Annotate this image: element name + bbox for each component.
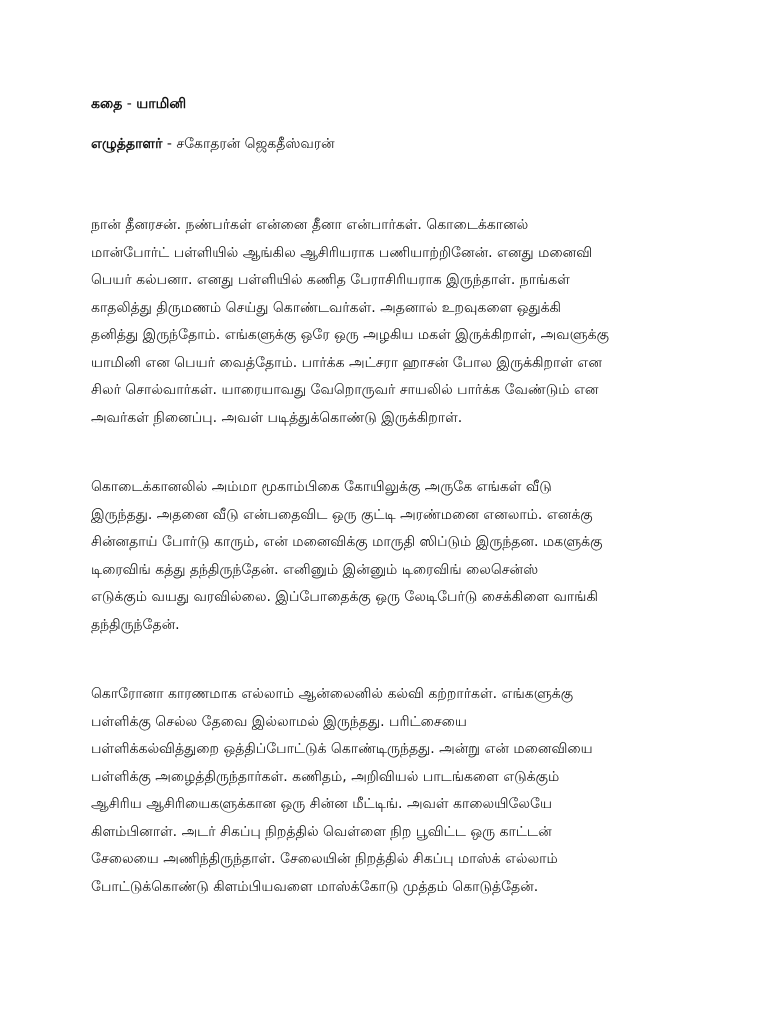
- text-line: எடுக்கும் வயது வரவில்லை. இப்போதைக்கு ஒரு லேடிபேர்டு சைக்கிளை வாங்கி: [91, 589, 598, 605]
- text-line: தனித்து இருந்தோம். எங்களுக்கு ஒரே ஒரு அழகிய மகள் இருக்கிறாள், அவளுக்கு: [91, 327, 609, 343]
- text-line: பள்ளிக்கு அழைத்திருந்தார்கள். கணிதம், அறிவியல் பாடங்களை எடுக்கும்: [91, 768, 560, 785]
- text-line: அவர்கள் நினைப்பு. அவள் படித்துக்கொண்டு இருக்கிறாள்.: [91, 409, 463, 426]
- text-line: காதலித்து திருமணம் செய்து கொண்டவர்கள். அதனால் உறவுகளை ஒதுக்கி: [91, 299, 562, 316]
- text-line: சின்னதாய் போர்டு காரும், என் மனைவிக்கு மாருதி ஸிப்டும் இருந்தன. மகளுக்கு: [91, 534, 603, 550]
- paragraph-2: [91, 474, 603, 639]
- paragraph-3: [91, 681, 593, 901]
- text-line: சேலையை அணிந்திருந்தாள். சேலையின் நிறத்தில் சிகப்பு மாஸ்க் எல்லாம்: [91, 851, 558, 867]
- text-line: பள்ளிக்கல்வித்துறை ஒத்திப்போட்டுக் கொண்டிருந்தது. அன்று என் மனைவியை: [91, 741, 593, 757]
- text-line: கிளம்பினாள். அடர் சிகப்பு நிறத்தில் வெள்ளை நிற பூவிட்ட ஒரு காட்டன்: [91, 823, 552, 840]
- text-line: கொடைக்கானலில் அம்மா மூகாம்பிகை கோயிலுக்கு அருகே எங்கள் வீடு: [91, 479, 552, 495]
- story-title: யாமினி: [136, 96, 187, 112]
- author-name: சகோதரன் ஜெகதீஸ்வரன்: [176, 136, 335, 152]
- text-line: தந்திருந்தேன்.: [91, 616, 180, 633]
- author-line: [91, 134, 335, 154]
- text-line: டிரைவிங் கத்து தந்திருந்தேன். எனினும் இன்னும் டிரைவிங் லைசென்ஸ்: [91, 561, 539, 578]
- text-line: பள்ளிக்கு செல்ல தேவை இல்லாமல் இருந்தது. பரிட்சையை: [91, 713, 467, 730]
- title-separator: -: [122, 96, 137, 112]
- text-line: ஆசிரிய ஆசிரியைகளுக்கான ஒரு சின்ன மீட்டிங். அவள் காலையிலேயே: [91, 796, 552, 812]
- text-line: மான்போர்ட் பள்ளியில் ஆங்கில ஆசிரியராக பணியாற்றினேன். எனது மனைவி: [91, 244, 593, 261]
- text-line: பெயர் கல்பனா. எனது பள்ளியில் கணித பேராசிரியராக இருந்தாள். நாங்கள்: [91, 272, 570, 288]
- author-separator: -: [162, 136, 177, 152]
- paragraph-1: [91, 212, 609, 432]
- text-line: யாமினி என பெயர் வைத்தோம். பார்க்க அட்சரா ஹாசன் போல இருக்கிறாள் என: [91, 354, 602, 371]
- story-title-line: [91, 94, 186, 114]
- text-line: இருந்தது. அதனை வீடு என்பதைவிட ஒரு குட்டி அரண்மனை எனலாம். எனக்கு: [91, 506, 593, 523]
- text-line: நான் தீனரசன். நண்பர்கள் என்னை தீனா என்பார்கள். கொடைக்கானல்: [91, 217, 529, 233]
- text-line: சிலர் சொல்வார்கள். யாரையாவது வேறொருவர் சாயலில் பார்க்க வேண்டும் என: [91, 382, 599, 398]
- text-line: போட்டுக்கொண்டு கிளம்பியவளை மாஸ்க்கோடு முத்தம் கொடுத்தேன்.: [91, 878, 539, 895]
- author-label: எழுத்தாளர்: [91, 136, 163, 152]
- text-line: கொரோனா காரணமாக எல்லாம் ஆன்லைனில் கல்வி கற்றார்கள். எங்களுக்கு: [91, 686, 574, 702]
- title-label: கதை: [91, 96, 123, 112]
